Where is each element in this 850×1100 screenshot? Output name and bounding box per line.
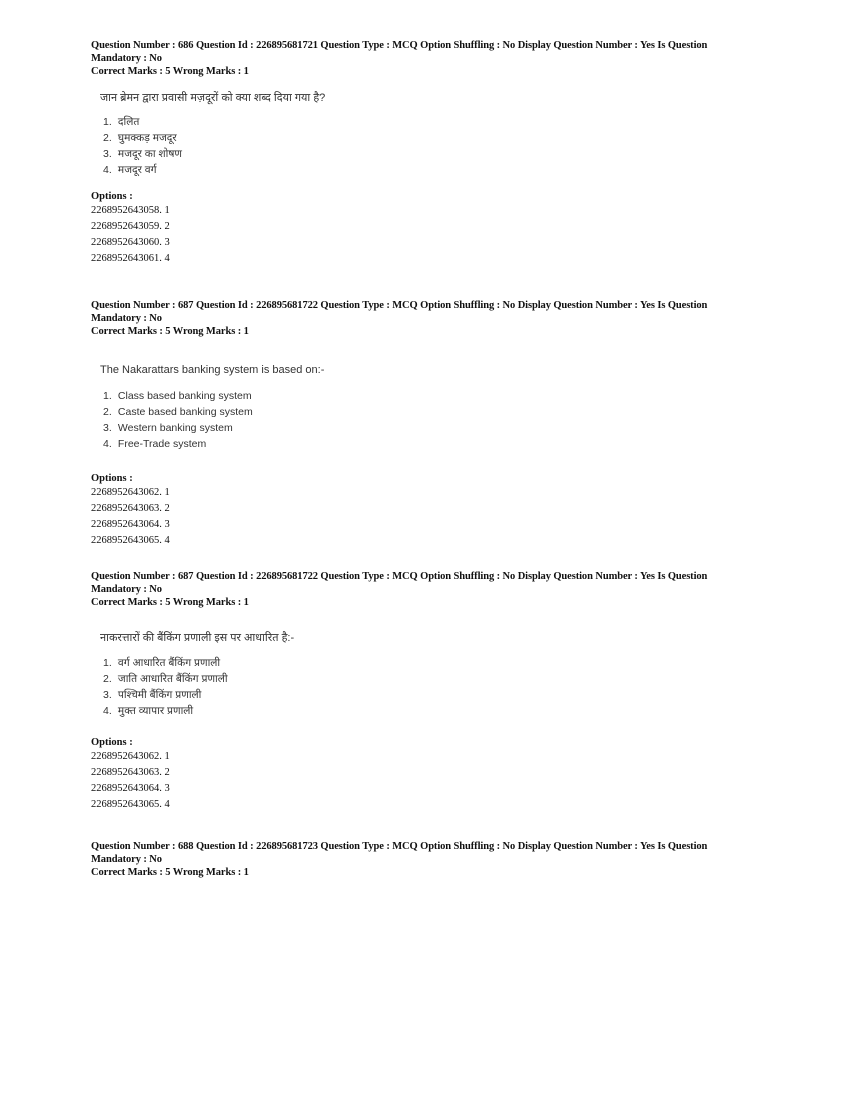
option-id: 2268952643059.: [91, 220, 162, 232]
question-content-image: [100, 363, 751, 452]
question-meta-line: Question Number : 687 Question Id : 226895681722 Question Type : MCQ Option Shuffling : No Display Question Number : Yes Is Question: [91, 300, 708, 311]
option-id: 2268952643064.: [91, 518, 162, 530]
choice-list: [100, 114, 751, 178]
choice-item: [103, 130, 751, 146]
options-list: [91, 749, 751, 813]
choice-number: 1.: [103, 115, 112, 128]
question-content-image: [100, 631, 751, 719]
option-row: [91, 533, 751, 549]
option-row: [91, 797, 751, 813]
option-value: 4: [164, 534, 170, 546]
option-id: 2268952643065.: [91, 798, 162, 810]
option-row: [91, 485, 751, 501]
option-value: 1: [164, 204, 170, 216]
question-meta: [91, 841, 751, 880]
question-meta-line: Question Number : 687 Question Id : 226895681722 Question Type : MCQ Option Shuffling : No Display Question Number : Yes Is Question: [91, 571, 708, 582]
option-id: 2268952643060.: [91, 236, 162, 248]
marks-line: Correct Marks : 5 Wrong Marks : 1: [91, 326, 249, 337]
choice-text: मजदूर वर्ग: [117, 163, 157, 176]
option-value: 4: [164, 798, 170, 810]
option-row: [91, 251, 751, 267]
choice-number: 1.: [103, 389, 112, 402]
option-value: 2: [164, 766, 170, 778]
question-meta-line: Question Number : 688 Question Id : 226895681723 Question Type : MCQ Option Shuffling : No Display Question Number : Yes Is Question: [91, 841, 708, 852]
question-text: The Nakarattars banking system is based on:-: [100, 363, 325, 376]
choice-number: 4.: [103, 704, 112, 717]
choice-number: 3.: [103, 688, 112, 701]
choice-item: [103, 114, 751, 130]
option-row: [91, 501, 751, 517]
choice-number: 2.: [103, 131, 112, 144]
choice-item: [103, 703, 751, 719]
options-list: [91, 203, 751, 267]
option-id: 2268952643064.: [91, 782, 162, 794]
marks-line: Correct Marks : 5 Wrong Marks : 1: [91, 867, 249, 878]
choice-item: [103, 671, 751, 687]
question-meta: [91, 571, 751, 610]
choice-text: वर्ग आधारित बैंकिंग प्रणाली: [117, 656, 221, 669]
option-value: 2: [164, 502, 170, 514]
choice-item: [103, 420, 751, 436]
question-block-687-hindi: [91, 571, 751, 813]
choice-text: Free-Trade system: [117, 437, 207, 450]
mandatory-line: Mandatory : No: [91, 312, 162, 324]
choice-item: [103, 388, 751, 404]
marks-line: Correct Marks : 5 Wrong Marks : 1: [91, 597, 249, 608]
option-row: [91, 219, 751, 235]
choice-item: [103, 404, 751, 420]
choice-item: [103, 655, 751, 671]
choice-text: Western banking system: [117, 421, 233, 434]
choice-text: Class based banking system: [117, 389, 252, 402]
option-row: [91, 235, 751, 251]
choice-number: 3.: [103, 421, 112, 434]
option-id: 2268952643062.: [91, 750, 162, 762]
option-row: [91, 517, 751, 533]
mandatory-line: Mandatory : No: [91, 853, 162, 865]
option-value: 3: [164, 518, 170, 530]
option-id: 2268952643061.: [91, 252, 162, 264]
option-value: 4: [164, 252, 170, 264]
option-row: [91, 781, 751, 797]
choice-number: 1.: [103, 656, 112, 669]
mandatory-line: Mandatory : No: [91, 52, 162, 64]
choice-number: 2.: [103, 405, 112, 418]
option-id: 2268952643065.: [91, 534, 162, 546]
option-value: 3: [164, 236, 170, 248]
option-value: 3: [164, 782, 170, 794]
choice-text: मुक्त व्यापार प्रणाली: [117, 704, 194, 717]
option-row: [91, 765, 751, 781]
question-meta: [91, 300, 751, 339]
choice-text: जाति आधारित बैंकिंग प्रणाली: [117, 672, 228, 685]
choice-item: [103, 162, 751, 178]
choice-text: मजदूर का शोषण: [117, 147, 182, 160]
choice-text: दलित: [117, 115, 140, 128]
option-id: 2268952643058.: [91, 204, 162, 216]
choice-text: Caste based banking system: [117, 405, 253, 418]
choice-list: [100, 388, 751, 452]
option-row: [91, 749, 751, 765]
choice-number: 4.: [103, 163, 112, 176]
choice-text: घुमक्कड़ मजदूर: [117, 131, 177, 144]
choice-number: 2.: [103, 672, 112, 685]
question-meta: [91, 40, 751, 79]
question-block-688: [91, 841, 751, 880]
question-text: नाकरत्तारों की बैंकिंग प्रणाली इस पर आधारित है:-: [100, 631, 295, 644]
mandatory-line: Mandatory : No: [91, 583, 162, 595]
options-list: [91, 485, 751, 549]
question-block-686: [91, 40, 751, 267]
option-id: 2268952643062.: [91, 486, 162, 498]
choice-number: 3.: [103, 147, 112, 160]
choice-list: [100, 655, 751, 719]
option-id: 2268952643063.: [91, 766, 162, 778]
question-block-687-english: [91, 300, 751, 549]
options-heading: Options :: [91, 190, 133, 202]
options-heading: Options :: [91, 736, 133, 748]
option-row: [91, 203, 751, 219]
option-id: 2268952643063.: [91, 502, 162, 514]
marks-line: Correct Marks : 5 Wrong Marks : 1: [91, 66, 249, 77]
choice-item: [103, 687, 751, 703]
question-meta-line: Question Number : 686 Question Id : 226895681721 Question Type : MCQ Option Shuffling : No Display Question Number : Yes Is Question: [91, 40, 708, 51]
choice-item: [103, 436, 751, 452]
option-value: 1: [164, 486, 170, 498]
choice-text: पश्चिमी बैंकिंग प्रणाली: [117, 688, 202, 701]
choice-item: [103, 146, 751, 162]
option-value: 2: [164, 220, 170, 232]
options-heading: Options :: [91, 472, 133, 484]
choice-number: 4.: [103, 437, 112, 450]
question-text: जान ब्रेमन द्वारा प्रवासी मज़दूरों को क्या शब्द दिया गया है?: [100, 91, 326, 104]
option-value: 1: [164, 750, 170, 762]
question-content-image: [100, 91, 751, 178]
